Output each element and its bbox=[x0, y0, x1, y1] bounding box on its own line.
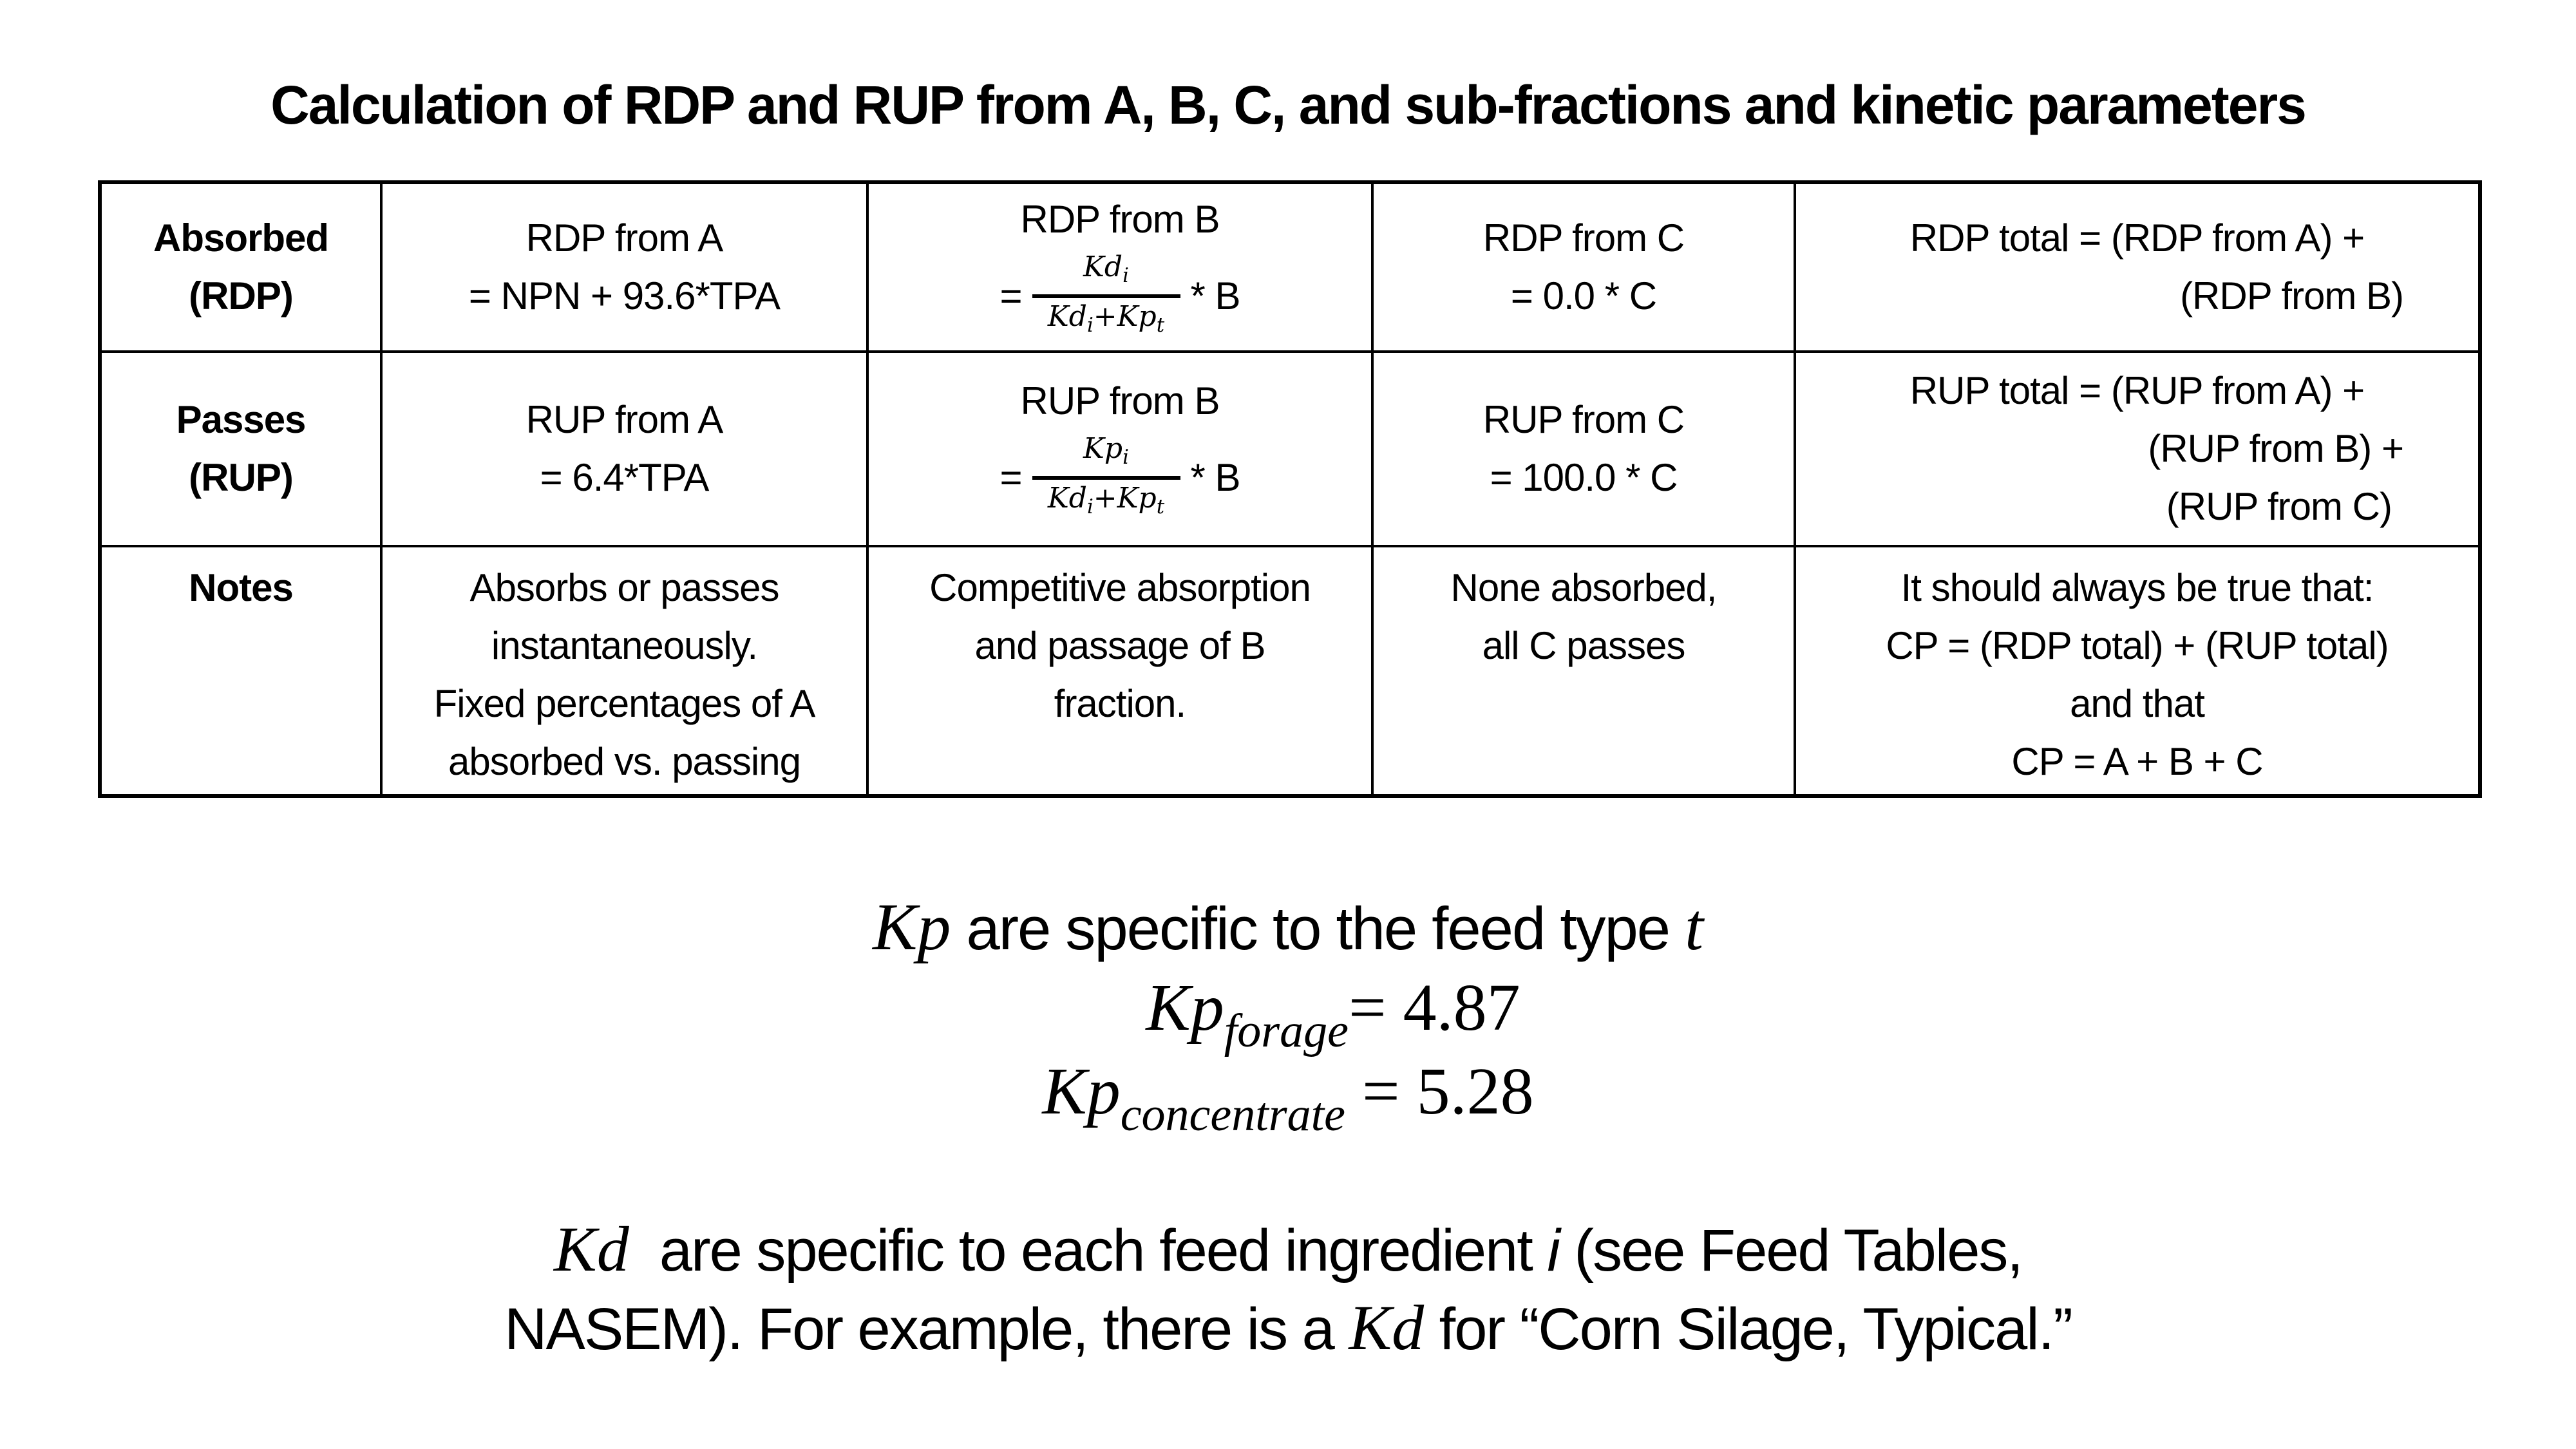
row-header-line: (RDP) bbox=[189, 274, 293, 317]
cell-rup-from-c bbox=[1372, 352, 1795, 546]
note-line: Absorbs or passes bbox=[469, 566, 779, 609]
equals-sign: = bbox=[999, 456, 1022, 499]
cell-rdp-total bbox=[1795, 182, 2480, 352]
multiply-b: * B bbox=[1190, 456, 1240, 499]
total-formula-line: (RUP from B) + bbox=[2148, 427, 2403, 470]
fraction bbox=[1032, 249, 1180, 344]
total-formula-line: (RDP from B) bbox=[2180, 274, 2403, 317]
rdp-rup-calculation-table bbox=[98, 180, 2482, 798]
kp-concentrate-symbol: $Kp_{concentrate}$ bbox=[1042, 1054, 1345, 1141]
cell-notes-c bbox=[1372, 546, 1795, 796]
table-row-absorbed-rdp bbox=[100, 182, 2480, 352]
cell-notes-total bbox=[1795, 546, 2480, 796]
note-line: fraction. bbox=[1054, 682, 1186, 725]
cell-notes-a bbox=[381, 546, 867, 796]
cell-rup-from-b bbox=[867, 352, 1372, 546]
cell-formula: = 0.0 * C bbox=[1510, 274, 1657, 317]
feed-type-variable: t bbox=[1685, 890, 1704, 964]
note-line: It should always be true that: bbox=[1900, 566, 2374, 609]
table-row-notes bbox=[100, 546, 2480, 796]
fraction-numerator: $Kd_i$ bbox=[1083, 250, 1129, 287]
kd-description-line-1: Kd are specific to each feed ingredient i (see Feed Tables, bbox=[554, 1213, 2022, 1285]
spacer bbox=[1400, 1054, 1417, 1128]
ingredient-variable: i bbox=[1547, 1218, 1559, 1283]
row-header-notes bbox=[100, 546, 381, 796]
kp-forage-symbol: $Kp_{forage}$ bbox=[1146, 971, 1349, 1057]
note-line: and that bbox=[2070, 682, 2204, 725]
kd-description bbox=[0, 1211, 2576, 1368]
cell-label: RUP from C bbox=[1482, 398, 1685, 441]
cell-label: RDP from C bbox=[1482, 216, 1685, 260]
note-line: None absorbed, bbox=[1450, 566, 1717, 609]
note-line: and passage of B bbox=[974, 624, 1265, 667]
kp-symbol: Kp bbox=[872, 890, 951, 964]
fraction bbox=[1032, 430, 1180, 526]
row-header-line: Passes bbox=[176, 398, 306, 441]
row-header-line: Notes bbox=[189, 566, 293, 609]
kd-symbol: Kd bbox=[554, 1213, 629, 1285]
cell-label: RDP from B bbox=[1020, 197, 1220, 241]
kp-concentrate-value: 5.28 bbox=[1416, 1054, 1534, 1128]
cell-rdp-from-c bbox=[1372, 182, 1795, 352]
note-line: Competitive absorption bbox=[929, 566, 1311, 609]
cell-rup-from-a bbox=[381, 352, 867, 546]
kp-description-text: are specific to the feed type bbox=[951, 895, 1685, 962]
row-header-passes bbox=[100, 352, 381, 546]
row-header-line: Absorbed bbox=[153, 216, 329, 260]
kp-forage-value: 4.87 bbox=[1403, 971, 1520, 1045]
kp-concentrate-equation bbox=[0, 1053, 2576, 1153]
kd-description-line-2: NASEM). For example, there is a Kd for “Corn Silage, Typical.” bbox=[504, 1292, 2072, 1363]
total-formula-line: (RUP from C) bbox=[2166, 485, 2392, 528]
cell-notes-b bbox=[867, 546, 1372, 796]
cell-rdp-from-a bbox=[381, 182, 867, 352]
note-line: all C passes bbox=[1482, 624, 1685, 667]
fraction-numerator: $Kp_i$ bbox=[1083, 431, 1129, 469]
multiply-b: * B bbox=[1190, 274, 1240, 317]
cell-formula bbox=[999, 249, 1240, 344]
cell-label: RUP from B bbox=[1020, 379, 1220, 422]
fraction-denominator: $Kd_i+Kp_t$ bbox=[1047, 300, 1165, 337]
cell-rdp-from-b bbox=[867, 182, 1372, 352]
total-formula-line: RUP total = (RUP from A) + bbox=[1909, 369, 2365, 412]
note-line: CP = A + B + C bbox=[2011, 740, 2263, 783]
cell-formula: = 100.0 * C bbox=[1490, 456, 1678, 499]
note-line: CP = (RDP total) + (RUP total) bbox=[1886, 624, 2389, 667]
note-line: Fixed percentages of A bbox=[433, 682, 815, 725]
page-title: Calculation of RDP and RUP from A, B, C, and sub-fractions and kinetic parameters bbox=[270, 75, 2306, 135]
fraction-denominator: $Kd_i+Kp_t$ bbox=[1047, 482, 1165, 519]
cell-label: RDP from A bbox=[526, 216, 723, 260]
row-header-line: (RUP) bbox=[189, 456, 293, 499]
kp-forage-value bbox=[1387, 971, 1403, 1045]
kd-symbol: Kd bbox=[1349, 1292, 1425, 1363]
cell-rup-total bbox=[1795, 352, 2480, 546]
note-line: instantaneously. bbox=[491, 624, 758, 667]
total-formula-line: RDP total = (RDP from A) + bbox=[1909, 216, 2365, 260]
cell-label: RUP from A bbox=[526, 398, 723, 441]
equals-sign: = bbox=[999, 274, 1022, 317]
cell-formula: = 6.4*TPA bbox=[540, 456, 709, 499]
note-line: absorbed vs. passing bbox=[448, 740, 800, 783]
table-row-passes-rup bbox=[100, 352, 2480, 546]
row-header-absorbed bbox=[100, 182, 381, 352]
equals-sign: = bbox=[1345, 1054, 1400, 1128]
kp-description bbox=[0, 892, 2576, 964]
cell-formula: = NPN + 93.6*TPA bbox=[468, 274, 781, 317]
cell-formula bbox=[999, 430, 1240, 526]
equals-sign: = bbox=[1348, 971, 1387, 1045]
